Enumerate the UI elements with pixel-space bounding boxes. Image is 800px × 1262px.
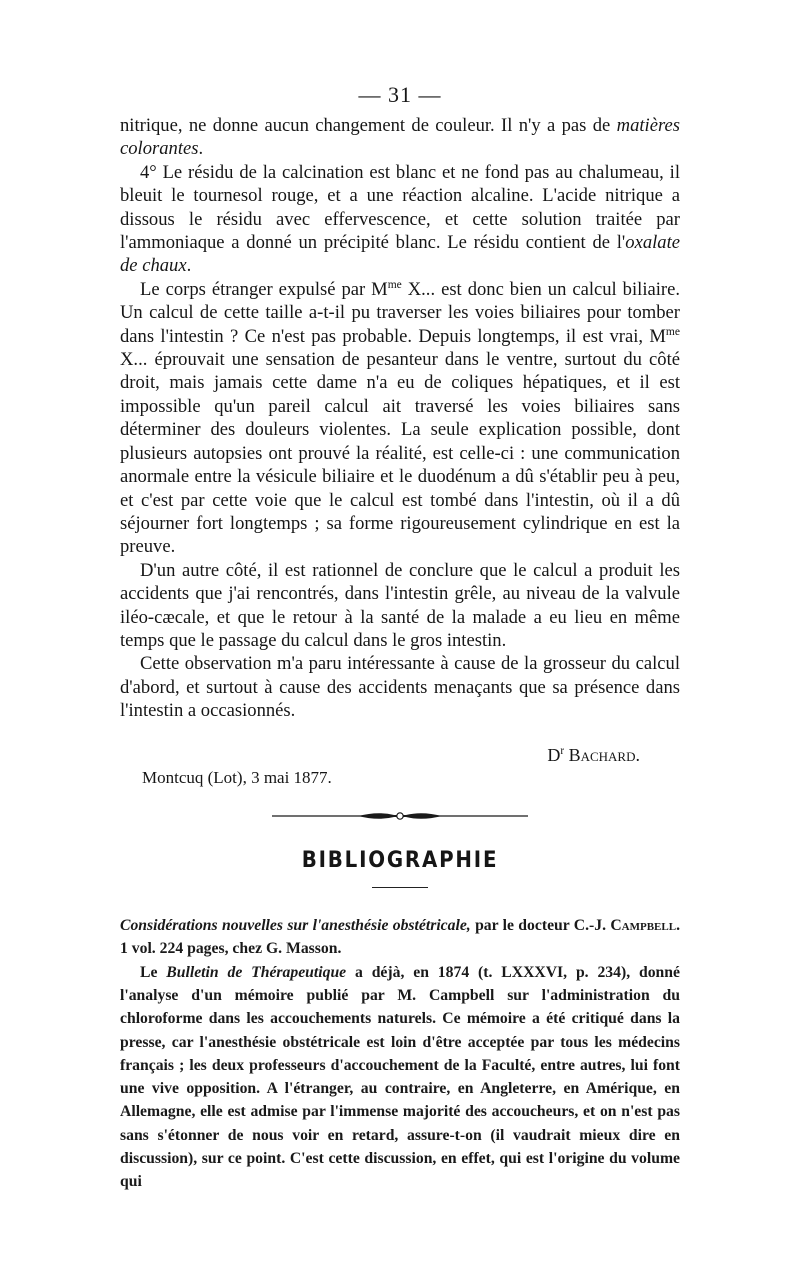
author-signature: $D^r$ Bachard. — [547, 744, 640, 765]
book-author: C.-J. Campbell — [573, 917, 677, 935]
paragraph-5: Cette observation m'a paru intéressante à cause de la grosseur du calcul d'abord, et surtout à cause des accidents menaçants que sa présence dans l'intestin a occasionnés. — [120, 653, 680, 722]
page-number: — 31 — — [358, 82, 442, 107]
page — [120, 82, 680, 1194]
paragraph-4: D'un autre côté, il est rationnel de conclure que le calcul a produit les accidents que j'ai rencontrés, dans l'intestin grêle, au niveau de la valvule iléo-cæcale, et que le retour à la santé de la malade a eu lieu en même temps que le passage du calcul dans le gros intestin. — [120, 559, 680, 651]
book-title: Considérations nouvelles sur l'anesthésie obstétricale, — [120, 917, 471, 935]
emphasis-text: matières colorantes — [120, 115, 680, 160]
heading-divider — [372, 887, 428, 889]
paragraph-2: 4° Le résidu de la calcination est blanc et ne fond pas au chalumeau, il bleuit le tournesol rouge, et a une réaction alcaline. L'acide nitrique a dissous le résidu avec effervescence, et cette solution traitée par l'ammoniaque a donné un précipité blanc. Le résidu contient de l'oxalate de chaux. — [120, 161, 680, 277]
ornament-rule-icon — [270, 810, 530, 822]
emphasis-text: oxalate de chaux — [120, 232, 680, 277]
bibliography-entry: Considérations nouvelles sur l'anesthésie obstétricale, par le docteur C.-J. Campbell. 1 vol. 224 pages, chez G. Masson. — [120, 917, 680, 958]
section-heading: BIBLIOGRAPHIE — [301, 847, 499, 873]
article-body — [120, 114, 680, 723]
journal-title: Bulletin de Thérapeutique — [166, 963, 347, 981]
place-date: Montcuq (Lot), 3 mai 1877. — [142, 767, 332, 787]
divider-ornament — [120, 810, 680, 822]
paragraph-1: nitrique, ne donne aucun changement de couleur. Il n'y a pas de matières colorantes. — [120, 115, 680, 160]
bibliography-body — [120, 914, 680, 1194]
bibliography-paragraph: Le Bulletin de Thérapeutique a déjà, en 1874 (t. LXXXVI, p. 234), donné l'analyse d'un mémoire publié par M. Campbell sur l'administration du chloroforme dans les accouchements naturels. Ce mémoire a été critiqué dans la presse, car l'anesthésie obstétricale est loin d'être acceptée par tous les médecins français ; les deux professeurs d'accouchement de la Faculté, entre autres, lui font une vive opposition. A l'étranger, au contraire, en Angleterre, en Amérique, en Allemagne, elle est admise par l'immense majorité des accoucheurs, et on n'est pas sans s'étonner de nous voir en retard, assure-t-on (il vaudrait mieux dire en discussion), sur ce point. C'est cette discussion, en effet, qui est l'origine du volume qui — [120, 963, 680, 1191]
paragraph-3: Le corps étranger expulsé par $M^{me}$ X... est donc bien un calcul biliaire. Un calcul de cette taille a-t-il pu traverser les voies biliaires pour tomber dans l'intestin ? Ce n'est pas probable. Depuis longtemps, il est vrai, $M^{me}$ X... éprouvait une sensation de pesanteur dans le ventre, surtout du côté droit, mais jamais cette dame n'a eu de coliques hépatiques, et il est impossible qu'un pareil calcul ait traversé les voies biliaires sans déterminer des douleurs violentes. La seule explication possible, dont plusieurs autopsies ont prouvé la réalité, est celle-ci : une communication anormale entre la vésicule biliaire et le duodénum a dû s'établir peu à peu, et c'est par cette voie que le calcul est tombé dans l'intestin, où il a dû séjourner fort longtemps ; sa forme rigoureusement cylindrique en est la preuve. — [120, 278, 680, 558]
